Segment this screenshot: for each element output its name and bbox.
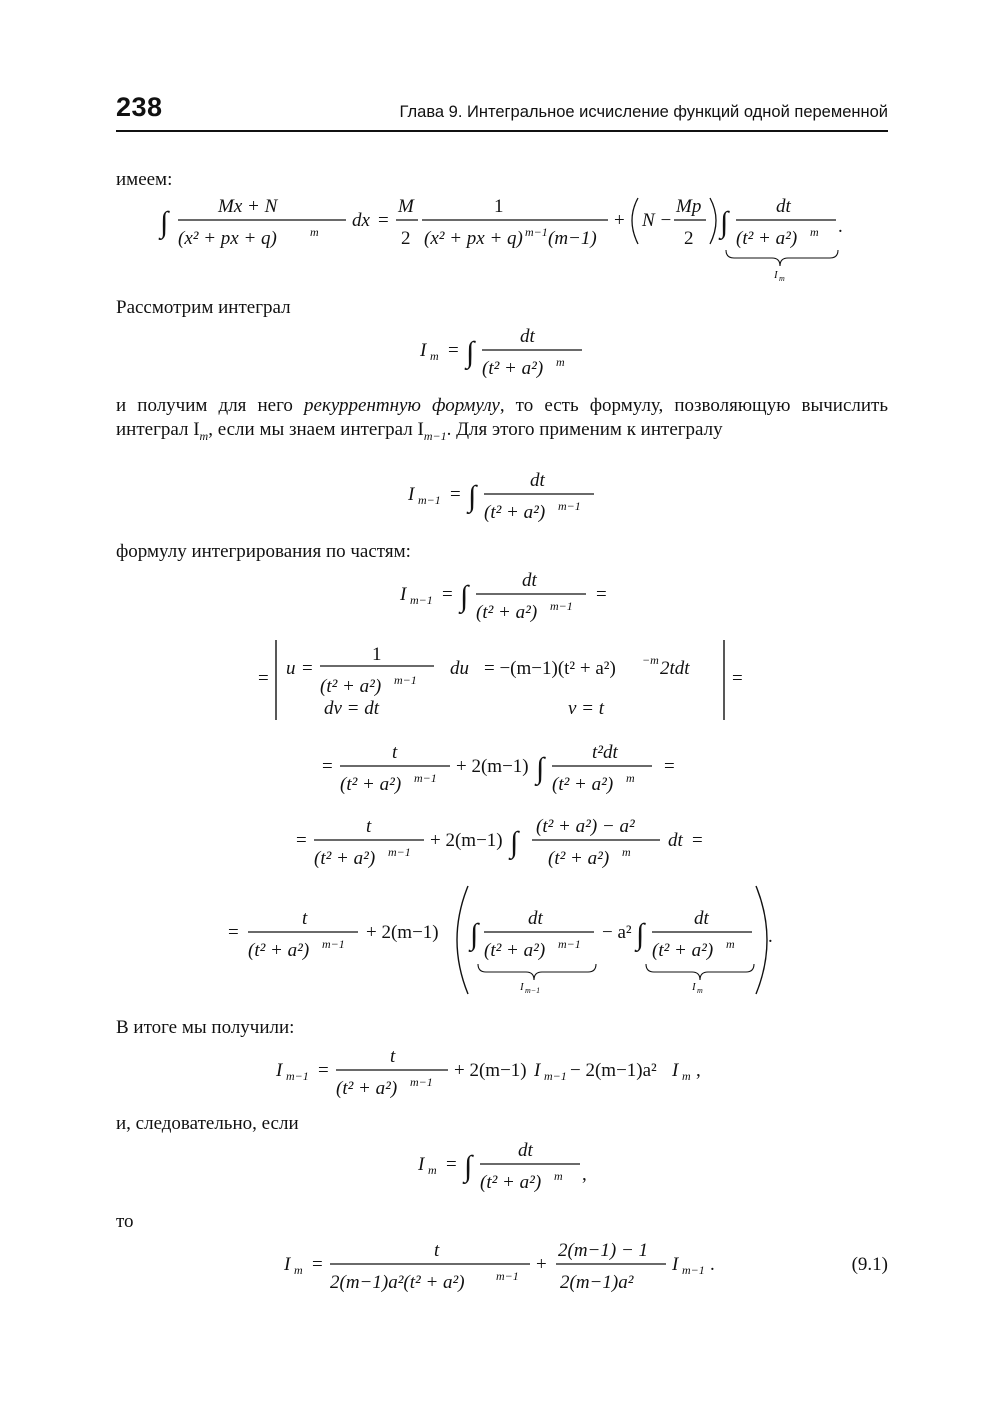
- svg-text:∫: ∫: [470, 918, 479, 951]
- svg-text:I: I: [400, 584, 407, 605]
- svg-text:∫: ∫: [720, 206, 729, 239]
- svg-text:m−1: m−1: [410, 1075, 433, 1089]
- formula-by-parts-step2: [296, 812, 736, 876]
- svg-text:dv = dt: dv = dt: [324, 698, 380, 719]
- svg-text:t: t: [366, 816, 372, 837]
- svg-text:(t² + a²): (t² + a²): [552, 774, 614, 795]
- svg-text:=: =: [228, 922, 239, 943]
- svg-text:=: =: [378, 210, 389, 231]
- svg-text:=: =: [732, 668, 743, 689]
- svg-text:(t² + a²): (t² + a²): [248, 940, 310, 961]
- svg-text:m: m: [810, 225, 819, 239]
- svg-text:(m−1): (m−1): [548, 228, 597, 249]
- paragraph-therefore: и, следовательно, если: [116, 1113, 299, 1134]
- formula-integral-decomposition: [160, 192, 860, 292]
- svg-text:2: 2: [684, 228, 694, 249]
- svg-text:m−1: m−1: [550, 599, 573, 613]
- svg-text:(t² + a²): (t² + a²): [336, 1078, 398, 1099]
- recurrent-formula-term: рекуррентную формулу: [304, 395, 500, 416]
- formula-by-parts-step1: [322, 738, 702, 798]
- svg-text:= −(m−1)(t² + a²): = −(m−1)(t² + a²): [484, 658, 616, 679]
- svg-text:2tdt: 2tdt: [660, 658, 690, 679]
- paragraph-recurrent: и получим для него рекуррентную формулу, то есть формулу, позволяющую вычислить интеграл $I_m$, если мы знаем интеграл $I_{m-1}$. Для этого применим к интегралу: [116, 395, 889, 443]
- svg-text:∫: ∫: [468, 480, 477, 513]
- svg-text:.: .: [710, 1254, 715, 1275]
- svg-text:2(m−1) − 1: 2(m−1) − 1: [558, 1240, 649, 1261]
- svg-text:m−1: m−1: [414, 771, 437, 785]
- svg-text:m−1: m−1: [410, 593, 433, 607]
- svg-text:(t² + a²): (t² + a²): [484, 940, 546, 961]
- formula-Im-definition: [420, 322, 620, 382]
- formula-Im-definition-repeat: [418, 1136, 618, 1196]
- svg-text:dt: dt: [528, 908, 543, 929]
- svg-text:=: =: [296, 830, 307, 851]
- svg-text:I: I: [692, 981, 696, 993]
- svg-text:m: m: [622, 845, 631, 859]
- svg-text:I: I: [672, 1060, 679, 1081]
- svg-text:m−1: m−1: [388, 845, 411, 859]
- svg-text:m−1: m−1: [322, 937, 345, 951]
- svg-text:M: M: [398, 196, 414, 217]
- svg-text:(t² + a²): (t² + a²): [736, 228, 798, 249]
- header-rule: [116, 130, 888, 132]
- svg-text:m: m: [697, 986, 703, 995]
- svg-text:dt: dt: [520, 326, 535, 347]
- svg-text:Mp: Mp: [676, 196, 702, 217]
- svg-text:(t² + a²): (t² + a²): [340, 774, 402, 795]
- svg-text:∫: ∫: [160, 206, 169, 239]
- svg-text:m: m: [626, 771, 635, 785]
- svg-text:+ 2(m−1): + 2(m−1): [366, 922, 439, 943]
- svg-text:t²dt: t²dt: [592, 742, 618, 763]
- svg-text:(t² + a²): (t² + a²): [482, 358, 544, 379]
- svg-text:v = t: v = t: [568, 698, 605, 719]
- svg-text:t: t: [390, 1046, 396, 1067]
- svg-text:m: m: [294, 1263, 303, 1277]
- svg-text:− a²: − a²: [602, 922, 632, 943]
- svg-text:dt: dt: [776, 196, 791, 217]
- paragraph-recurrent-text-a: и получим для него: [116, 395, 305, 416]
- svg-text:(t² + a²): (t² + a²): [484, 502, 546, 523]
- svg-text:2: 2: [401, 228, 411, 249]
- page-number: 238: [116, 92, 163, 122]
- svg-text:m−1: m−1: [558, 937, 581, 951]
- svg-text:m: m: [779, 274, 785, 283]
- svg-text:+: +: [614, 210, 625, 231]
- svg-text:dt: dt: [668, 830, 683, 851]
- chapter-title: Глава 9. Интегральное исчисление функций одной переменной: [399, 103, 888, 121]
- paragraph-then: то: [116, 1211, 134, 1232]
- svg-text:m−1: m−1: [394, 673, 417, 687]
- svg-text:=: =: [302, 658, 313, 679]
- svg-text:∫: ∫: [510, 826, 519, 859]
- svg-text:(t² + a²): (t² + a²): [548, 848, 610, 869]
- formula-recurrence-9-1: [284, 1236, 744, 1296]
- svg-text:=: =: [322, 756, 333, 777]
- svg-text:=: =: [596, 584, 607, 605]
- svg-text:I: I: [276, 1060, 283, 1081]
- svg-text:+ 2(m−1): + 2(m−1): [430, 830, 503, 851]
- svg-text:m−1: m−1: [525, 986, 541, 995]
- svg-text:I: I: [534, 1060, 541, 1081]
- svg-text:(x² + px + q): (x² + px + q): [178, 228, 277, 249]
- svg-text:I: I: [420, 340, 427, 361]
- formula-Im1-definition: [408, 466, 628, 526]
- svg-text:− 2(m−1)a²: − 2(m−1)a²: [570, 1060, 657, 1081]
- svg-text:(t² + a²): (t² + a²): [320, 676, 382, 697]
- svg-text:m: m: [554, 1169, 563, 1183]
- svg-text:(x² + px + q): (x² + px + q): [424, 228, 523, 249]
- svg-text:∫: ∫: [636, 918, 645, 951]
- svg-text:m−1: m−1: [544, 1069, 567, 1083]
- svg-text:t: t: [392, 742, 398, 763]
- svg-text:+: +: [536, 1254, 547, 1275]
- svg-text:m: m: [726, 937, 735, 951]
- paragraph-intro: имеем:: [116, 169, 173, 190]
- svg-text:=: =: [664, 756, 675, 777]
- svg-text:=: =: [258, 668, 269, 689]
- svg-text:2(m−1)a²: 2(m−1)a²: [560, 1272, 634, 1293]
- svg-text:m: m: [428, 1163, 437, 1177]
- formula-result: [276, 1042, 756, 1102]
- svg-text:(t² + a²): (t² + a²): [476, 602, 538, 623]
- svg-text:.: .: [838, 216, 843, 237]
- svg-text:∫: ∫: [464, 1150, 473, 1183]
- formula-by-parts-step3: [228, 884, 788, 1000]
- svg-text:m: m: [430, 349, 439, 363]
- svg-text:2(m−1)a²(t² + a²): 2(m−1)a²(t² + a²): [330, 1272, 465, 1293]
- svg-text:dt: dt: [518, 1140, 533, 1161]
- svg-text:dx: dx: [352, 210, 370, 231]
- svg-text:m−1: m−1: [418, 493, 441, 507]
- svg-text:m−1: m−1: [286, 1069, 309, 1083]
- svg-text:(t² + a²): (t² + a²): [652, 940, 714, 961]
- svg-text:m−1: m−1: [682, 1263, 705, 1277]
- svg-text:∫: ∫: [466, 336, 475, 369]
- svg-text:+ 2(m−1): + 2(m−1): [454, 1060, 527, 1081]
- svg-text:(t² + a²) − a²: (t² + a²) − a²: [536, 816, 635, 837]
- svg-text:dt: dt: [694, 908, 709, 929]
- svg-text:.: .: [768, 926, 773, 947]
- svg-text:,: ,: [582, 1164, 587, 1185]
- svg-text:∫: ∫: [536, 752, 545, 785]
- paragraph-recurrent-text-d: , если мы знаем интеграл I: [208, 419, 424, 440]
- svg-text:m: m: [310, 225, 319, 239]
- svg-text:t: t: [434, 1240, 440, 1261]
- svg-text:=: =: [442, 584, 453, 605]
- formula-by-parts-substitution: [258, 636, 758, 726]
- svg-text:=: =: [450, 484, 461, 505]
- svg-text:m: m: [556, 355, 565, 369]
- svg-text:m−1: m−1: [558, 499, 581, 513]
- svg-text:1: 1: [494, 196, 504, 217]
- svg-text:dt: dt: [530, 470, 545, 491]
- svg-text:−m: −m: [642, 653, 659, 667]
- svg-text:(t² + a²): (t² + a²): [314, 848, 376, 869]
- svg-text:u: u: [286, 658, 296, 679]
- svg-text:I: I: [774, 269, 778, 281]
- formula-by-parts-start: [400, 566, 640, 626]
- svg-text:I: I: [672, 1254, 679, 1275]
- svg-text:∫: ∫: [460, 580, 469, 613]
- svg-text:I: I: [408, 484, 415, 505]
- svg-text:t: t: [302, 908, 308, 929]
- paragraph-by-parts: формулу интегрирования по частям:: [116, 541, 411, 562]
- svg-text:I: I: [418, 1154, 425, 1175]
- svg-text:N −: N −: [642, 210, 673, 231]
- svg-text:+ 2(m−1): + 2(m−1): [456, 756, 529, 777]
- svg-text:=: =: [312, 1254, 323, 1275]
- svg-text:1: 1: [372, 644, 382, 665]
- paragraph-consider: Рассмотрим интеграл: [116, 297, 291, 318]
- svg-text:,: ,: [696, 1060, 701, 1081]
- svg-text:Mx + N: Mx + N: [218, 196, 278, 217]
- svg-text:m−1: m−1: [525, 225, 548, 239]
- paragraph-recurrent-text-c: , то есть формулу, позволяющую вычислить интеграл I: [116, 395, 889, 440]
- svg-text:(t² + a²): (t² + a²): [480, 1172, 542, 1193]
- svg-text:m−1: m−1: [496, 1269, 519, 1283]
- svg-text:m: m: [682, 1069, 691, 1083]
- svg-text:I: I: [284, 1254, 291, 1275]
- svg-text:I: I: [520, 981, 524, 993]
- svg-text:=: =: [692, 830, 703, 851]
- svg-text:=: =: [318, 1060, 329, 1081]
- svg-text:dt: dt: [522, 570, 537, 591]
- svg-text:=: =: [446, 1154, 457, 1175]
- svg-text:du: du: [450, 658, 469, 679]
- paragraph-recurrent-text-e: . Для этого применим к интегралу: [446, 419, 723, 440]
- svg-text:=: =: [448, 340, 459, 361]
- paragraph-result: В итоге мы получили:: [116, 1017, 295, 1038]
- equation-number: (9.1): [851, 1254, 888, 1275]
